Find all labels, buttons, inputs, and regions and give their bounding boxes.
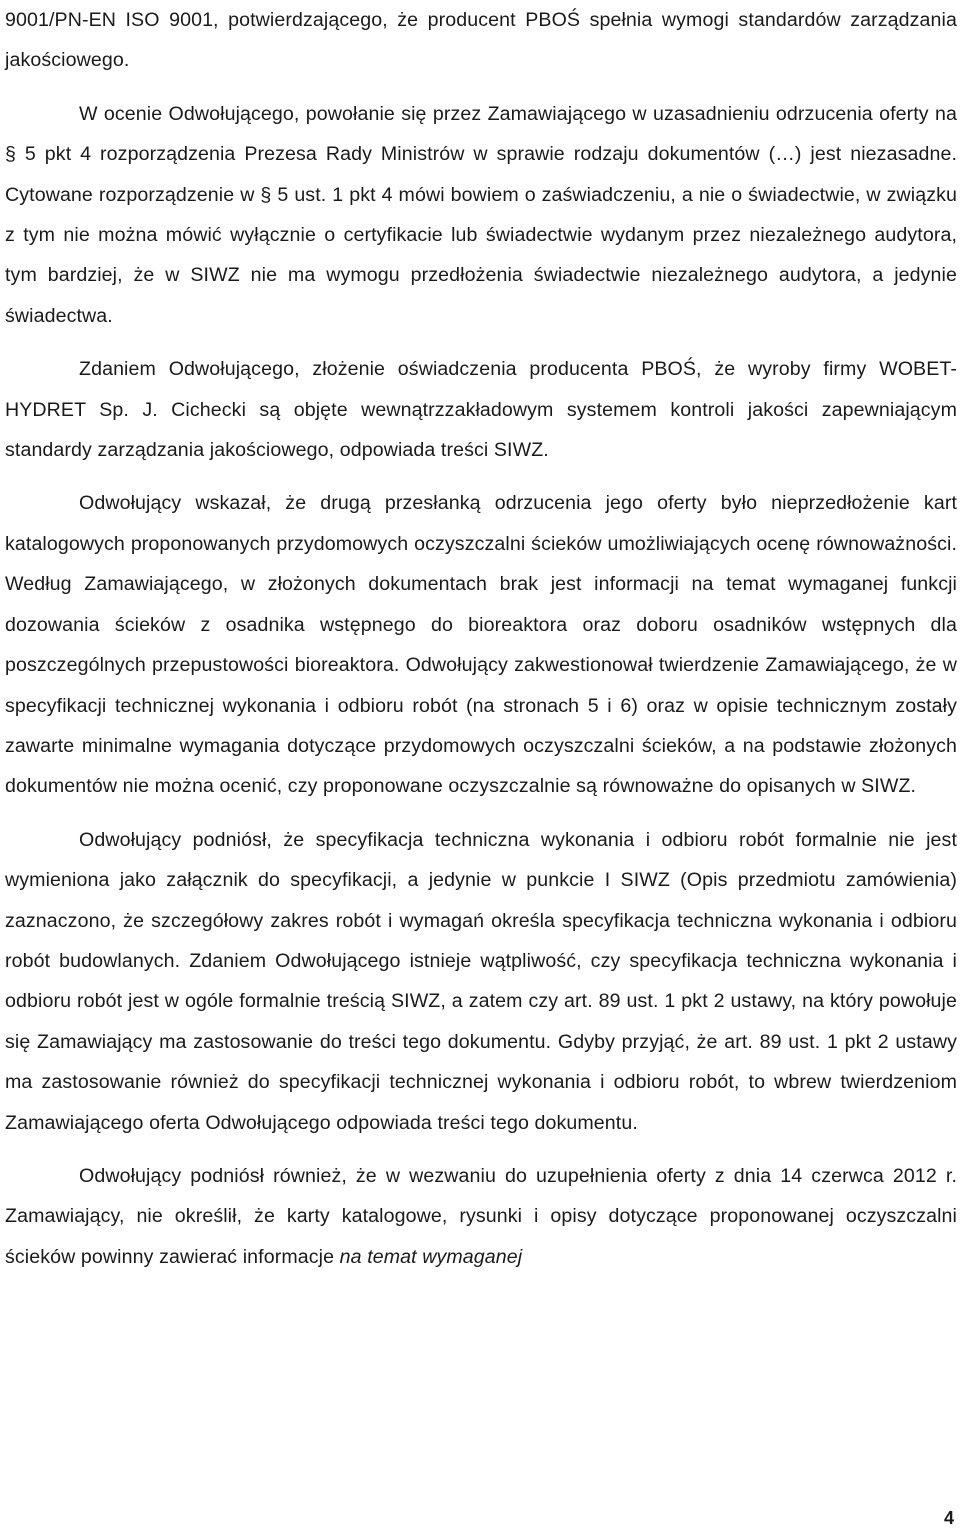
paragraph-italic-tail: na temat wymaganej <box>339 1245 523 1268</box>
document-page <box>5 0 957 1277</box>
paragraph-producer-statement: Zdaniem Odwołującego, złożenie oświadczenia producenta PBOŚ, że wyroby firmy WOBET-HYDRET Sp. J. Cichecki są objęte wewnątrzzakładowym systemem kontroli jakości zapewniającym standardy zarządzania jakościowego, odpowiada treści SIWZ. <box>5 358 957 462</box>
paragraph-gap <box>5 470 957 483</box>
paragraph-gap <box>5 81 957 94</box>
paragraph-supplement-request <box>5 1156 957 1277</box>
paragraph-gap <box>5 336 957 349</box>
paragraph-regulation-objection: W ocenie Odwołującego, powołanie się przez Zamawiającego w uzasadnieniu odrzucenia oferty na § 5 pkt 4 rozporządzenia Prezesa Rady Ministrów w sprawie rodzaju dokumentów (…) jest niezasadne. Cytowane rozporządzenie w § 5 ust. 1 pkt 4 mówi bowiem o zaświadczeniu, a nie o świadectwie, w związku z tym nie można mówić wyłącznie o certyfikacie lub świadectwie wydanym przez niezależnego audytora, tym bardziej, że w SIWZ nie ma wymogu przedłożenia świadectwie niezależnego audytora, a jedynie świadectwa. <box>5 102 957 327</box>
paragraph-catalog-cards: Odwołujący wskazał, że drugą przesłanką odrzucenia jego oferty było nieprzedłożenie kart katalogowych proponowanych przydomowych oczyszczalni ścieków umożliwiających ocenę równoważności. Według Zamawiającego, w złożonych dokumentach brak jest informacji na temat wymaganej funkcji dozowania ścieków z osadnika wstępnego do bioreaktora oraz doboru osadników wstępnych dla poszczególnych przepustowości bioreaktora. Odwołujący zakwestionował twierdzenie Zamawiającego, że w specyfikacji technicznej wykonania i odbioru robót (na stronach 5 i 6) oraz w opisie technicznym zostały zawarte minimalne wymagania dotyczące przydomowych oczyszczalni ścieków, a na podstawie złożonych dokumentów nie można ocenić, czy proponowane oczyszczalnie są równoważne do opisanych w SIWZ. <box>5 492 957 798</box>
paragraph-supplement-text: Odwołujący podniósł również, że w wezwaniu do uzupełnienia oferty z dnia 14 czerwca 2012 r. Zamawiający, nie określił, że karty katalogowe, rysunki i opisy dotyczące proponowanej oczyszczalni ścieków powinny zawierać informacje <box>5 1164 957 1268</box>
paragraph-technical-specification: Odwołujący podniósł, że specyfikacja techniczna wykonania i odbioru robót formalnie nie jest wymieniona jako załącznik do specyfikacji, a jedynie w punkcie I SIWZ (Opis przedmiotu zamówienia) zaznaczono, że szczegółowy zakres robót i wymagań określa specyfikacja techniczna wykonania i odbioru robót budowlanych. Zdaniem Odwołującego istnieje wątpliwość, czy specyfikacja techniczna wykonania i odbioru robót jest w ogóle formalnie treścią SIWZ, a zatem czy art. 89 ust. 1 pkt 2 ustawy, na który powołuje się Zamawiający ma zastosowanie do treści tego dokumentu. Gdyby przyjąć, że art. 89 ust. 1 pkt 2 ustawy ma zastosowanie również do specyfikacji technicznej wykonania i odbioru robót, to wbrew twierdzeniom Zamawiającego oferta Odwołującego odpowiada treści tego dokumentu. <box>5 828 957 1134</box>
page-number: 4 <box>943 1508 954 1528</box>
paragraph-continuation: 9001/PN-EN ISO 9001, potwierdzającego, że producent PBOŚ spełnia wymogi standardów zarządzania jakościowego. <box>5 9 957 72</box>
paragraph-gap <box>5 807 957 820</box>
paragraph-gap <box>5 1143 957 1156</box>
